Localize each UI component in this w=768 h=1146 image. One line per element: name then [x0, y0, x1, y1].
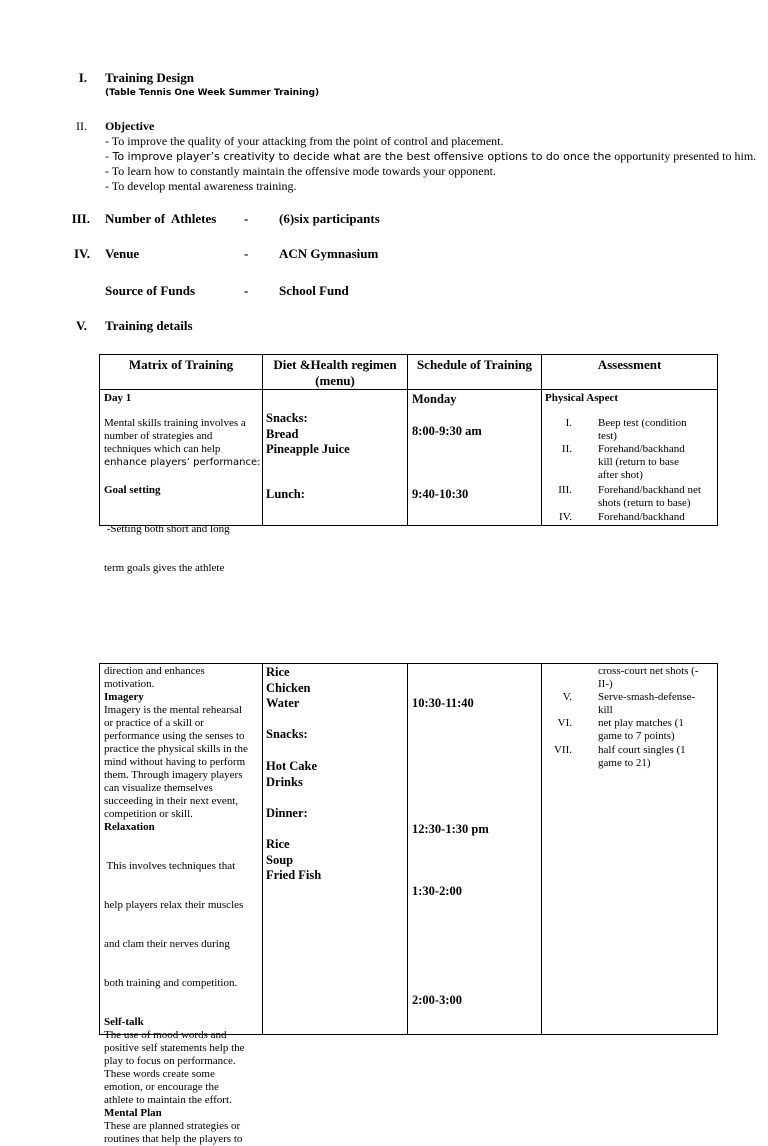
assessment-item-number: V.: [562, 691, 572, 703]
assessment-item-number: III.: [558, 484, 572, 496]
section-number-5: V.: [76, 318, 87, 333]
assessment-item: Forehand/backhand net shots (return to base): [598, 484, 701, 509]
section-title-training-details: Training details: [105, 318, 193, 333]
assessment-title: Physical Aspect: [545, 392, 619, 404]
imagery-text: Imagery is the mental rehearsal or practice of a skill or performance using the senses to practice the physical skills in the mind without having to perform them. Through imagery players can visualize themselves succeeding in their next event, competition or skill.: [104, 704, 248, 820]
schedule-time: 1:30-2:00: [412, 884, 462, 898]
assessment-item: Beep test (condition test): [598, 417, 687, 442]
self-talk-title: Self-talk: [104, 1016, 144, 1028]
goal-setting-text-cont: direction and enhances motivation. Imagery Imagery is the mental rehearsal or practice of a skill or performance using the senses to practice the physical skills in the mind without having to perform them. Through imagery players can visualize themselves succeeding in their next event, competition or skill. Relaxation This involves techniques that help players relax their muscles and clam their nerves during both training and competition. Self-talk The use of mood words and positive self statements help the play to focus on performance. These words create some emotion, or encourage the athlete to maintain the effort. Mental Plan These are planned strategies or routines that help the players to: [104, 665, 248, 1145]
funds-value: School Fund: [279, 283, 349, 298]
section-number-1: I.: [78, 70, 87, 85]
objective-item: - To improve player’s creativity to decide what are the best offensive options to do once the opportunity presented to him.: [105, 149, 757, 163]
venue-value: ACN Gymnasium: [279, 246, 379, 261]
assessment-item: Forehand/backhand: [598, 511, 685, 523]
menu-item-lunch-foods: Rice Chicken Water: [266, 665, 311, 710]
schedule-time: 9:40-10:30: [412, 487, 469, 501]
schedule-cell-1: [408, 390, 542, 526]
schedule-cell-2: [408, 664, 542, 1035]
mental-skills-intro: Mental skills training involves a number of strategies and techniques which can help enhance players’ performance:: [104, 417, 261, 468]
matrix-cell-2: [100, 664, 263, 1145]
header-matrix: Matrix of Training: [100, 355, 263, 390]
menu-item-snacks: Snacks:: [266, 727, 308, 741]
schedule-time: 2:00-3:00: [412, 993, 462, 1007]
schedule-time: 12:30-1:30 pm: [412, 822, 489, 836]
assessment-cell-1: [542, 390, 718, 526]
diet-cell-2: [263, 664, 408, 1035]
header-diet: Diet &Health regimen (menu): [263, 355, 408, 390]
matrix-cell-1: [100, 390, 263, 574]
objective-item: - To improve the quality of your attacking from the point of control and placement.: [105, 134, 504, 148]
athletes-label: Number of Athletes: [105, 211, 217, 226]
header-assessment: Assessment: [542, 355, 718, 390]
assessment-item-number: VII.: [553, 744, 572, 756]
training-table-top: [99, 354, 718, 574]
section-number-3: III.: [71, 211, 90, 226]
menu-item: Snacks: Bread Pineapple Juice: [266, 411, 350, 456]
mental-plan-title: Mental Plan: [104, 1107, 162, 1119]
objective-item: - To learn how to constantly maintain the offensive mode towards your opponent.: [105, 164, 496, 178]
mental-plan-text: These are planned strategies or routines that help the players to: [104, 1120, 243, 1145]
goal-setting-title: Goal setting: [104, 484, 161, 496]
assessment-item-number: IV.: [559, 511, 572, 523]
goal-setting-text: -Setting both short and long term goals gives the athlete: [104, 523, 230, 574]
menu-item-dinner-foods: Rice Soup Fried Fish: [266, 837, 322, 882]
athletes-value: (6)six participants: [279, 211, 380, 226]
funds-dash: -: [244, 283, 249, 298]
menu-item-dinner: Dinner:: [266, 806, 308, 820]
section-number-2: II.: [76, 119, 87, 133]
imagery-title: Imagery: [104, 691, 144, 703]
assessment-item: Forehand/backhand kill (return to base after shot): [598, 443, 685, 481]
schedule-time: 10:30-11:40: [412, 696, 474, 710]
objective-item: - To develop mental awareness training.: [105, 179, 297, 193]
assessment-item: half court singles (1 game to 21): [598, 744, 686, 769]
assessment-item: Serve-smash-defense- kill: [598, 691, 696, 716]
schedule-day: Monday: [412, 392, 457, 406]
header-schedule: Schedule of Training: [408, 355, 542, 390]
section-title-training-design: Training Design: [105, 70, 194, 85]
training-table-bottom: [99, 663, 718, 1145]
assessment-cell-2: [542, 664, 718, 1035]
funds-label: Source of Funds: [105, 283, 196, 298]
self-talk-text: The use of mood words and positive self statements help the play to focus on performance. These words create some emotion, or encourage the athlete to maintain the effort.: [104, 1029, 245, 1106]
assessment-item-cont: cross-court net shots (- II-): [598, 665, 699, 690]
menu-item-lunch: Lunch:: [266, 487, 305, 501]
assessment-item-number: II.: [561, 443, 572, 455]
menu-item-snack-foods: Hot Cake Drinks: [266, 759, 318, 789]
diet-cell-1: [263, 390, 408, 526]
objective-list: [105, 134, 756, 194]
venue-dash: -: [244, 246, 249, 261]
schedule-time: 8:00-9:30 am: [412, 424, 482, 438]
section-title-objective: Objective: [105, 119, 155, 133]
day-label: Day 1: [104, 392, 132, 404]
assessment-item-number: VI.: [557, 717, 572, 729]
relaxation-title: Relaxation: [104, 821, 155, 833]
section-number-4: IV.: [73, 246, 90, 261]
athletes-dash: -: [244, 211, 249, 226]
assessment-item-number: I.: [565, 417, 572, 429]
venue-label: Venue: [105, 246, 140, 261]
relaxation-text: This involves techniques that help players relax their muscles and clam their nerves during both training and competition.: [104, 860, 244, 989]
assessment-item: net play matches (1 game to 7 points): [598, 717, 684, 742]
section-subtitle: (Table Tennis One Week Summer Training): [105, 88, 320, 98]
